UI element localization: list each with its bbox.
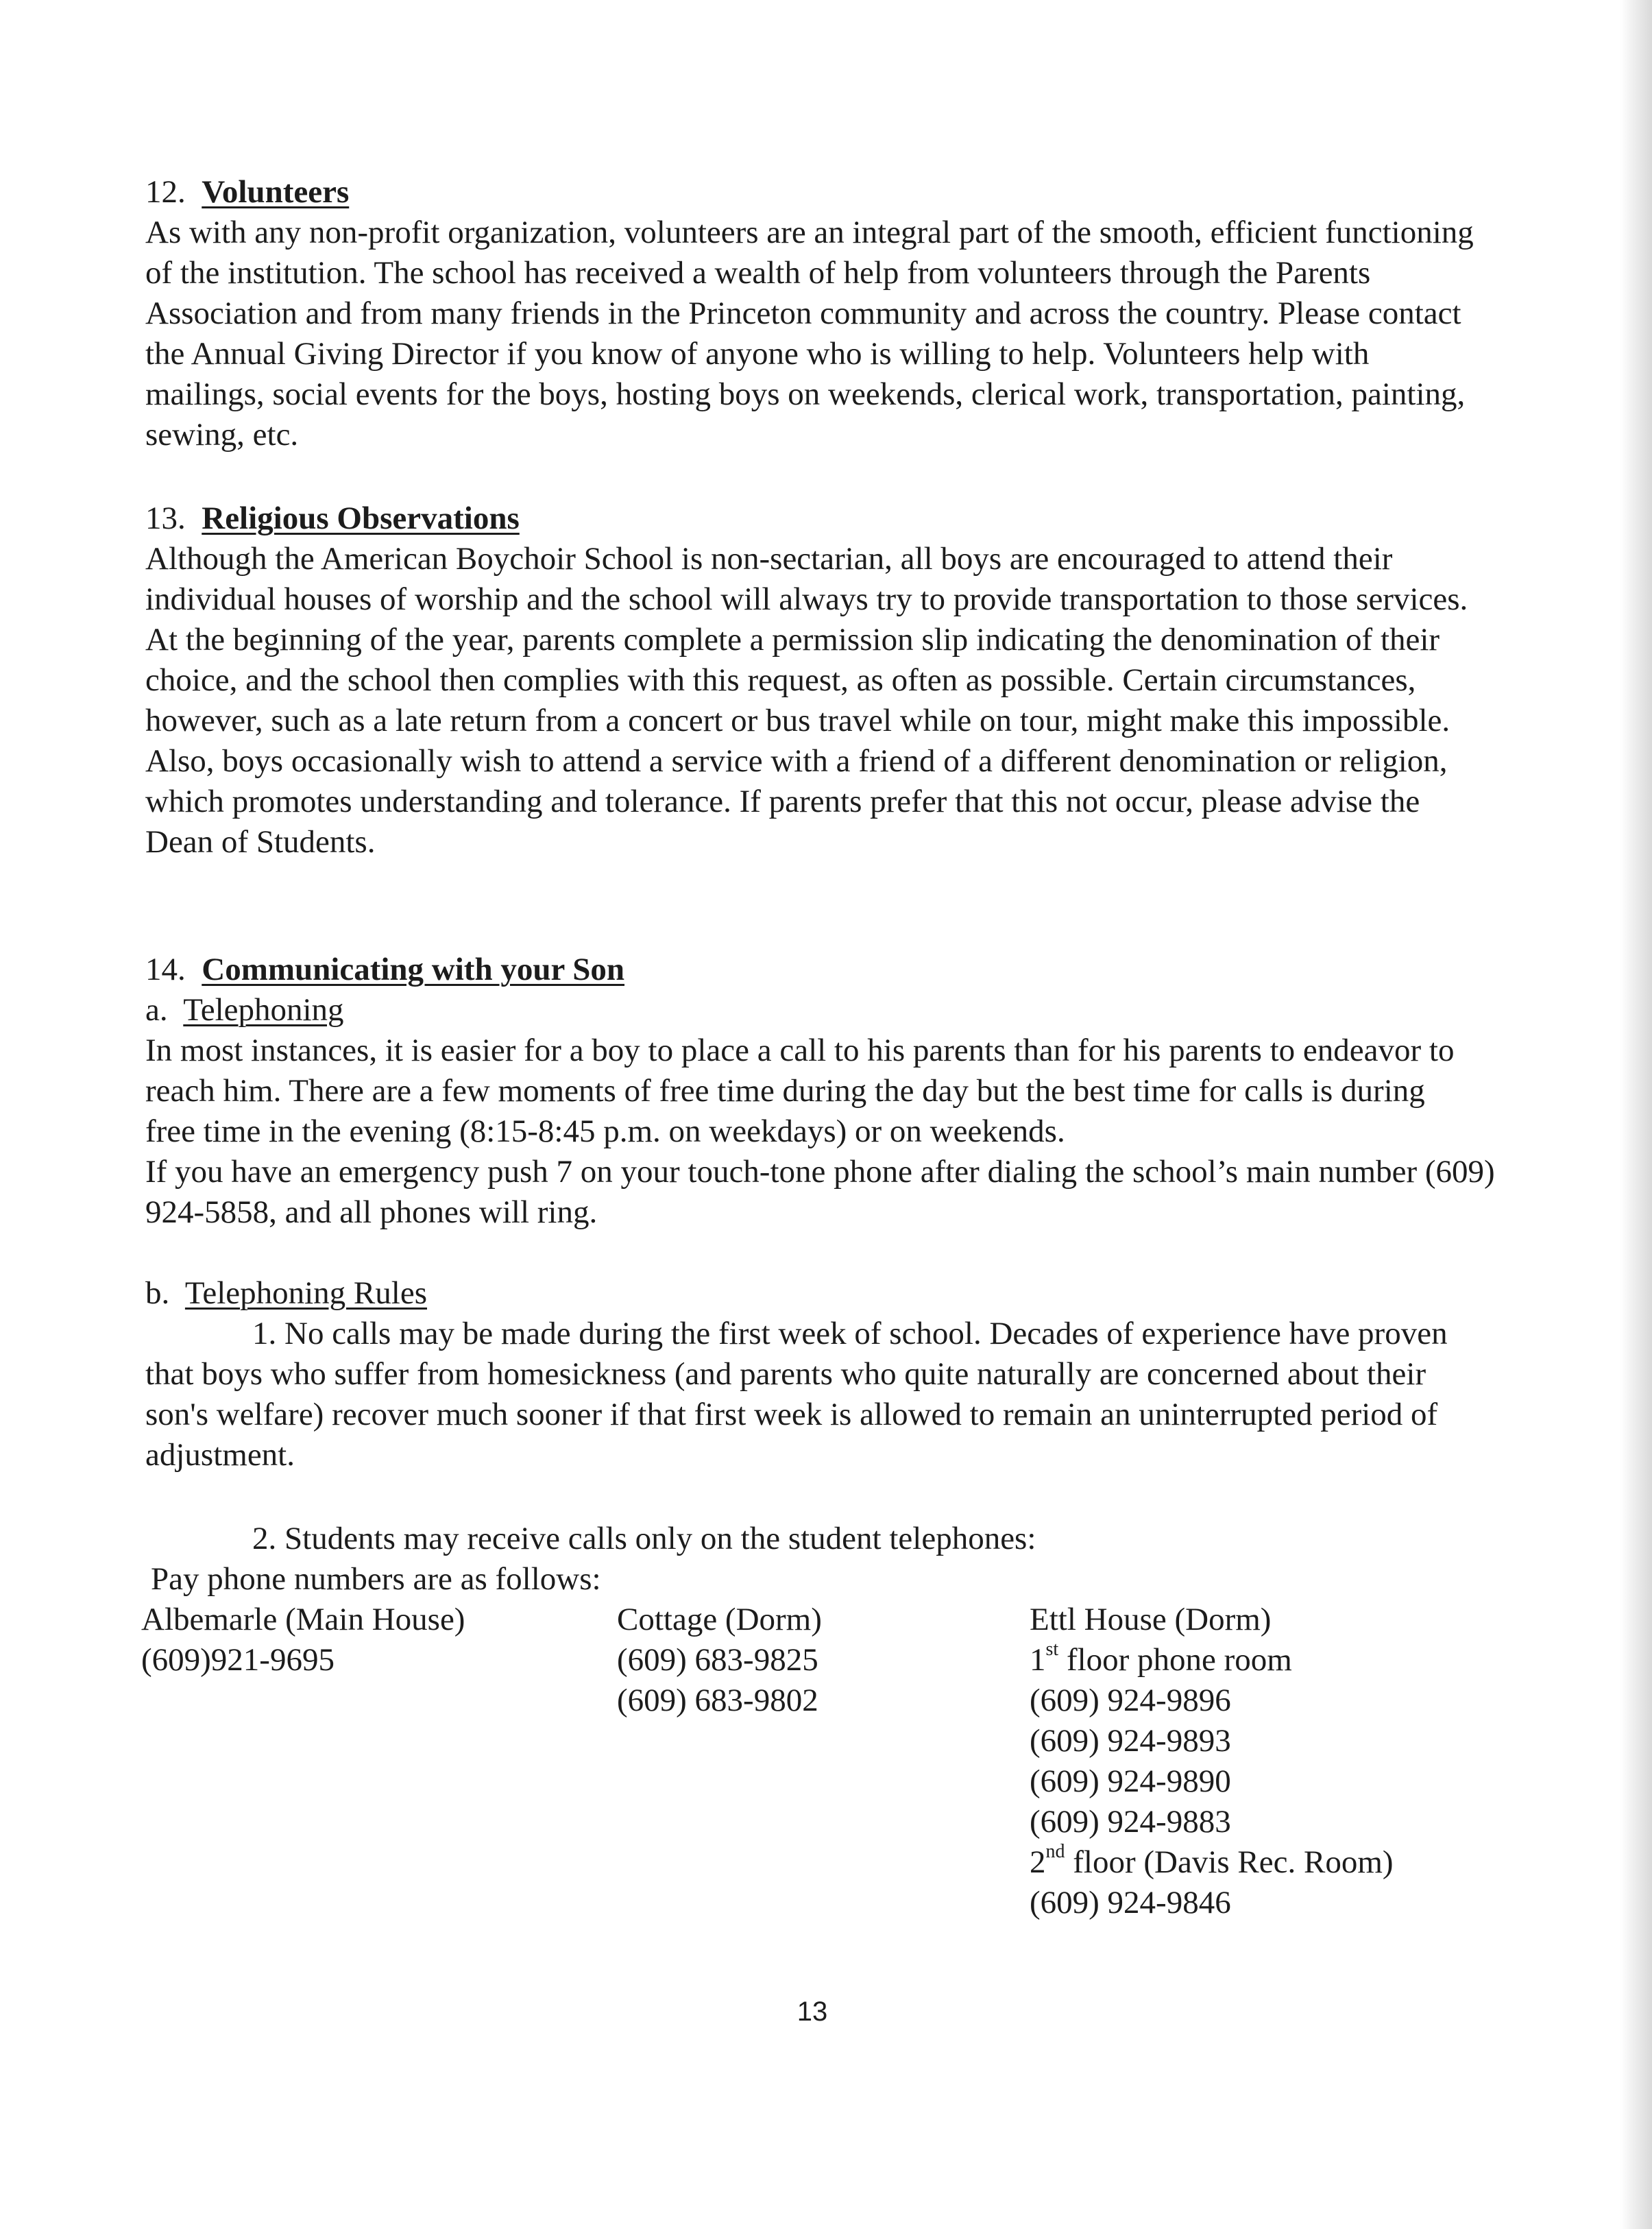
section-heading — [145, 172, 1599, 213]
subsection-title: Telephoning — [183, 992, 344, 1028]
section-number: 12. — [145, 174, 186, 210]
section-number: 14. — [145, 952, 186, 987]
subsection-letter: a. — [145, 992, 168, 1028]
subsection-telephoning-rules — [145, 1273, 1599, 1475]
page-number: 13 — [797, 1997, 828, 2027]
floor-ordinal: nd — [1045, 1841, 1065, 1862]
phone-number: (609) 924-9896 — [1030, 1683, 1231, 1718]
phone-number: (609) 924-9883 — [1030, 1804, 1231, 1840]
subsection-heading-rules — [145, 1273, 1599, 1314]
section-volunteers — [145, 172, 1599, 455]
column-ettl-house — [1030, 1600, 1394, 1923]
column-title: Albemarle (Main House) — [141, 1602, 465, 1637]
section-religious-observations — [145, 498, 1599, 863]
section-number: 13. — [145, 501, 186, 536]
section-title: Communicating with your Son — [202, 952, 625, 987]
phone-number: (609)921-9695 — [141, 1642, 335, 1678]
section-communicating — [145, 950, 1599, 1233]
column-title: Ettl House (Dorm) — [1030, 1602, 1272, 1637]
page-edge-shadow — [1620, 0, 1652, 2229]
subsection-heading-telephoning — [145, 990, 1599, 1031]
rule-2-block — [145, 1519, 1599, 1600]
floor-text: floor (Davis Rec. Room) — [1065, 1844, 1394, 1880]
phone-number: (609) 683-9825 — [617, 1642, 818, 1678]
rule-2: 2. Students may receive calls only on the student telephones: — [252, 1521, 1036, 1556]
floor-text: floor phone room — [1058, 1642, 1292, 1678]
column-title: Cottage (Dorm) — [617, 1602, 822, 1637]
phone-number: (609) 924-9893 — [1030, 1723, 1231, 1759]
phone-number: (609) 924-9846 — [1030, 1885, 1231, 1920]
floor-number: 2 — [1030, 1844, 1046, 1880]
subsection-title: Telephoning Rules — [184, 1275, 427, 1311]
subsection-letter: b. — [145, 1275, 170, 1311]
column-albemarle — [141, 1600, 465, 1680]
rule-1: 1. No calls may be made during the first week of school. Decades of experience have proven that boys who suffer from homesickness (and parents who quite naturally are concerned about their son's welfare) recover much sooner if that first week is allowed to remain an uninterrupted period of adjustment. — [145, 1316, 1448, 1473]
telephoning-body: In most instances, it is easier for a boy to place a call to his parents than for his parents to endeavor to reach him. There are a few moments of free time during the day but the best time for calls is during free time in the evening (8:15-8:45 p.m. on weekdays) or on weekends. If you have an emergency push 7 on your touch-tone phone after dialing the school’s main number (609) 924-5858, and all phones will ring. — [145, 1033, 1495, 1230]
section-title: Volunteers — [202, 174, 350, 210]
floor-ordinal: st — [1045, 1639, 1059, 1660]
floor-label-2 — [1030, 1842, 1394, 1883]
section-body: Although the American Boychoir School is non-sectarian, all boys are encouraged to attend their individual houses of worship and the school will always try to provide transportation to those services. At the beginning of the year, parents complete a permission slip indicating the denomination of their choice, and the school then complies with this request, as often as possible. Certain circumstances, however, such as a late return from a concert or bus travel while on tour, might make this impossible. Also, boys occasionally wish to attend a service with a friend of a different denomination or religion, which promotes understanding and tolerance. If parents prefer that this not occur, please advise the Dean of Students. — [145, 541, 1468, 860]
section-heading — [145, 498, 1599, 539]
floor-label-1 — [1030, 1640, 1394, 1680]
section-body: As with any non-profit organization, volunteers are an integral part of the smooth, efficient functioning of the institution. The school has received a wealth of help from volunteers through the Parents Association and from many friends in the Princeton community and across the country. Please contact the Annual Giving Director if you know of anyone who is willing to help. Volunteers help with mailings, social events for the boys, hosting boys on weekends, clerical work, transportation, painting, sewing, etc. — [145, 215, 1474, 453]
section-heading — [145, 950, 1599, 990]
column-cottage — [617, 1600, 822, 1721]
phone-number: (609) 683-9802 — [617, 1683, 818, 1718]
section-title: Religious Observations — [202, 501, 520, 536]
floor-number: 1 — [1030, 1642, 1046, 1678]
payphone-intro: Pay phone numbers are as follows: — [151, 1561, 601, 1597]
phone-number: (609) 924-9890 — [1030, 1763, 1231, 1799]
